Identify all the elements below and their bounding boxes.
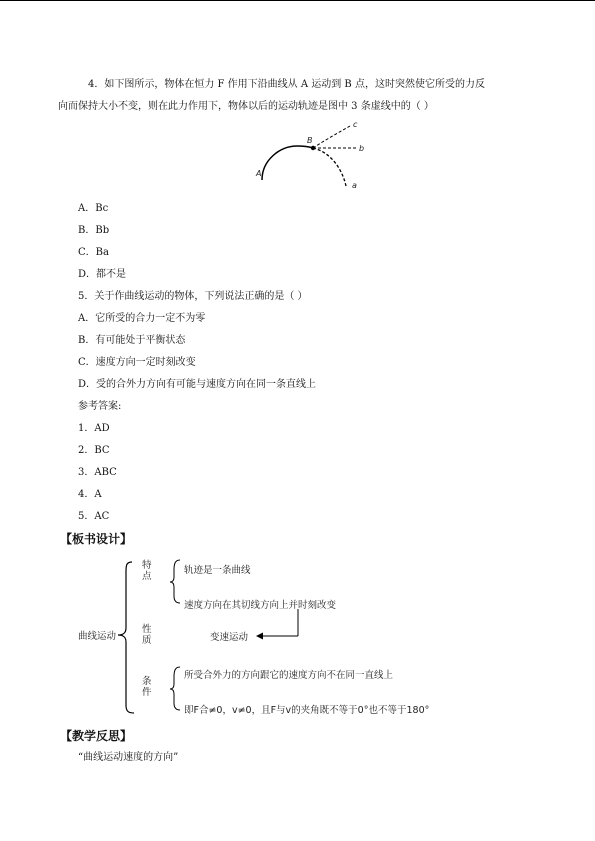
label-b-point: B xyxy=(307,136,313,145)
q4-option-c: C．Ba xyxy=(78,247,109,258)
reflection-heading: 【教学反思】 xyxy=(60,729,133,743)
board-root: 曲线运动 xyxy=(78,631,117,642)
main-brace xyxy=(118,562,134,713)
label-b-line: b xyxy=(359,144,365,153)
dashed-path-a xyxy=(313,148,346,186)
q4-option-a: A．Bc xyxy=(78,203,109,214)
answer-2: 2．BC xyxy=(78,445,110,456)
q4-option-b: B．Bb xyxy=(78,225,110,236)
q4-stem-line2: 向而保持大小不变，则在此力作用下，物体以后的运动轨迹是图中 3 条虚线中的（ ） xyxy=(58,101,434,112)
answer-4: 4．A xyxy=(78,489,102,500)
q4-option-d: D．都不是 xyxy=(78,269,127,280)
board-condition-label: 条件 xyxy=(142,676,152,698)
answers-title: 参考答案: xyxy=(78,401,122,412)
q4-stem-line1: 4．如下图所示，物体在恒力 F 作用下沿曲线从 A 运动到 B 点，这时突然使它所受的力反 xyxy=(88,79,485,90)
q5-option-c: C．速度方向一定时刻改变 xyxy=(78,357,196,368)
answer-1: 1．AD xyxy=(78,423,110,434)
board-nature: 变速运动 xyxy=(210,632,249,643)
point-b-marker xyxy=(311,146,315,150)
board-feature-2: 速度方向在其切线方向上并时刻改变 xyxy=(184,600,337,611)
label-a-curve: a xyxy=(352,181,357,190)
condition-brace xyxy=(170,667,180,710)
q5-option-a: A．它所受的合力一定不为零 xyxy=(78,313,206,324)
curve-a-to-b xyxy=(262,146,313,180)
dashed-path-c xyxy=(313,126,350,148)
board-condition-1: 所受合外力的方向跟它的速度方向不在同一直线上 xyxy=(184,670,394,681)
board-condition-2: 即F合≠0，v≠0，且F与v的夹角既不等于0°也不等于180° xyxy=(184,705,430,716)
board-nature-label: 性质 xyxy=(142,624,152,646)
q5-option-d: D．受的合外力方向有可能与速度方向在同一条直线上 xyxy=(78,379,317,390)
label-a-point: A xyxy=(256,169,262,178)
board-feature-1: 轨迹是一条曲线 xyxy=(184,565,251,576)
board-heading: 【板书设计】 xyxy=(60,532,133,546)
features-brace xyxy=(170,560,180,603)
answer-5: 5．AC xyxy=(78,511,110,522)
q5-option-b: B．有可能处于平衡状态 xyxy=(78,335,186,346)
reflection-text: “曲线运动速度的方向” xyxy=(78,752,179,763)
arrow-head xyxy=(256,633,263,640)
label-c-line: c xyxy=(353,120,358,129)
board-features-label: 特点 xyxy=(142,560,152,582)
q5-stem: 5．关于作曲线运动的物体，下列说法正确的是（ ） xyxy=(78,291,308,302)
answer-3: 3．ABC xyxy=(78,467,117,478)
